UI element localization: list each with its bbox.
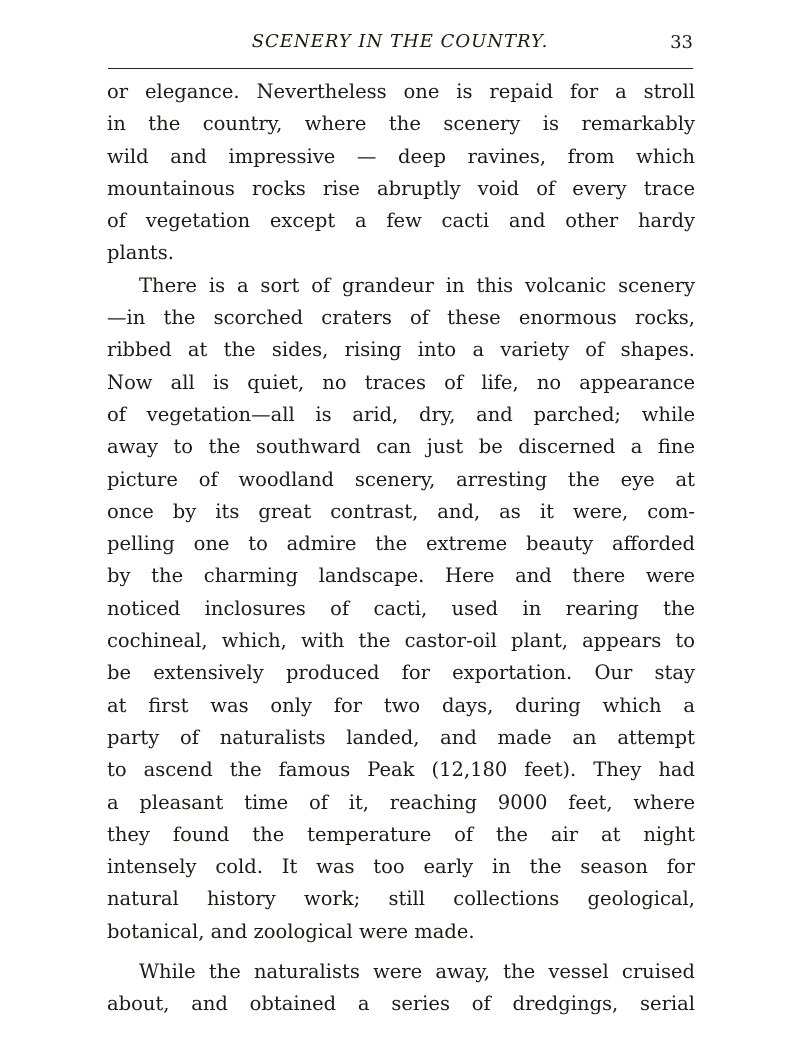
page-number: 33 bbox=[670, 32, 693, 53]
text-line: party of naturalists landed, and made an attempt bbox=[107, 725, 695, 749]
running-title: SCENERY IN THE COUNTRY. bbox=[251, 31, 549, 52]
header-rule bbox=[108, 68, 693, 69]
paragraph bbox=[107, 956, 695, 1021]
text-line: in the country, where the scenery is remarkably bbox=[107, 112, 695, 136]
text-line: at first was only for two days, during which a bbox=[107, 693, 695, 717]
text-line: pelling one to admire the extreme beauty afforded bbox=[107, 532, 695, 556]
text-line: intensely cold. It was too early in the season for bbox=[107, 855, 695, 879]
text-line: Now all is quiet, no traces of life, no appearance bbox=[107, 370, 695, 394]
text-line: mountainous rocks rise abruptly void of every trace bbox=[107, 176, 695, 200]
text-line: ribbed at the sides, rising into a variety of shapes. bbox=[107, 338, 695, 362]
text-line: plants. bbox=[107, 241, 174, 265]
running-head bbox=[105, 31, 695, 59]
text-line: noticed inclosures of cacti, used in rearing the bbox=[107, 596, 695, 620]
text-line: picture of woodland scenery, arresting the eye at bbox=[107, 467, 695, 491]
text-line: natural history work; still collections geological, bbox=[107, 887, 695, 911]
text-line: they found the temperature of the air at night bbox=[107, 822, 695, 846]
text-line: There is a sort of grandeur in this volcanic scenery bbox=[139, 273, 695, 297]
text-line: of vegetation—all is arid, dry, and parched; while bbox=[107, 402, 695, 426]
text-line: wild and impressive — deep ravines, from which bbox=[107, 144, 695, 168]
text-line: cochineal, which, with the castor-oil plant, appears to bbox=[107, 629, 695, 653]
text-line: —in the scorched craters of these enormous rocks, bbox=[107, 306, 695, 330]
text-line: about, and obtained a series of dredgings, serial bbox=[107, 992, 695, 1016]
text-line: While the naturalists were away, the vessel cruised bbox=[139, 960, 695, 984]
body-text bbox=[107, 76, 695, 1021]
paragraph bbox=[107, 270, 695, 948]
text-line: once by its great contrast, and, as it were, com- bbox=[107, 499, 695, 523]
text-line: to ascend the famous Peak (12,180 feet). They had bbox=[107, 758, 695, 782]
text-line: by the charming landscape. Here and there were bbox=[107, 564, 695, 588]
paragraph bbox=[107, 76, 695, 270]
text-line: of vegetation except a few cacti and other hardy bbox=[107, 209, 695, 233]
text-line: a pleasant time of it, reaching 9000 feet, where bbox=[107, 790, 695, 814]
text-line: or elegance. Nevertheless one is repaid for a stroll bbox=[107, 80, 695, 103]
text-line: be extensively produced for exportation. Our stay bbox=[107, 661, 695, 685]
text-line: botanical, and zoological were made. bbox=[107, 919, 475, 943]
text-line: away to the southward can just be discerned a fine bbox=[107, 435, 695, 459]
